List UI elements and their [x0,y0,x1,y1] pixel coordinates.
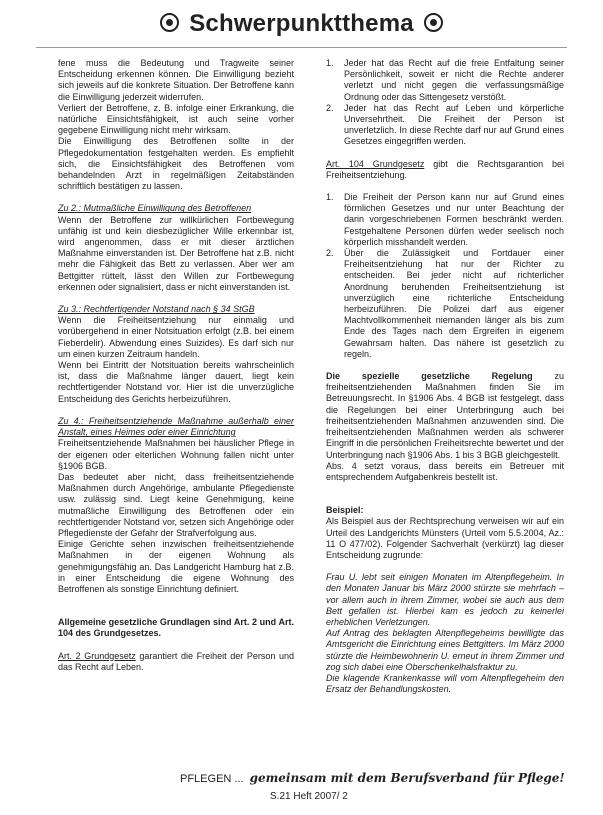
slogan: gemeinsam mit dem Berufsverband für Pflege! [249,771,565,785]
page-number: S.21 Heft 2007/ 2 [270,791,348,802]
article-104-list [326,192,564,360]
section-title: Schwerpunktthema [189,10,414,37]
paragraph: Verliert der Betroffene, z. B. infolge einer Erkrankung, die natürliche Einsichtsfähigkeit, ist auch seine vorher gegebene Einwilligung nicht mehr wirksam. [58,102,294,136]
header-divider [36,47,567,48]
list-item: 2. Über die Zulässigkeit und Fortdauer einer Freiheitsentziehung hat nur der Richter zu entscheiden. Bei jeder nicht auf richterlicher Anordnung beruhenden Freiheitsentziehung ist unverzüglich eine richterliche Entscheidung herbeizuführen. Die Polizei darf aus eigener Machtvollkommenheit niemanden länger als bis zum Ende des Tages nach dem Ergreifen in eigenem Gewahrsam halten. Das nähere ist gesetzlich zu regeln. [326,248,564,359]
brand-label: PFLEGEN ... [180,773,244,785]
paragraph: Als Beispiel aus der Rechtsprechung verweisen wir auf ein Urteil des Landgerichts Münsters (Urteil vom 5.5.2004, Az.: 11 O 477/02). Folgender Sachverhalt (verkürzt) lag dieser Entscheidung zugrunde: [326,516,564,560]
subheading: Zu 2.: Mutmaßliche Einwilligung des Betroffenen [58,203,252,214]
law-reference: Art. 104 Grundgesetz [326,158,425,169]
list-item: 1. Jeder hat das Recht auf die freie Entfaltung seiner Persönlichkeit, soweit er nicht die Rechte anderer verletzt und nicht gegen die verfassungsmäßige Ordnung oder das Sittengesetz verstößt. [326,58,564,102]
target-icon [424,13,443,32]
section-heading: Allgemeine gesetzliche Grundlagen sind Art. 2 und Art. 104 des Grundgesetzes. [58,617,294,639]
paragraph: Abs. 4 setzt voraus, dass bereits ein Betreuer mit entsprechendem Aufgabenkreis bestellt ist. [326,460,564,482]
paragraph: Freiheitsentziehende Maßnahmen bei häuslicher Pflege in der eigenen oder elterlichen Wohnung fallen nicht unter §1906 BGB. [58,438,294,471]
paragraph: Wenn bei Eintritt der Notsituation bereits wahrscheinlich ist, dass die Maßnahme länger dauert, liegt kein rechtfertigender Notstand vor. Hier ist die unverzügliche Entscheidung des Gerichts herbeizuführen. [58,360,294,404]
paragraph: Wenn die Freiheitsentziehung nur einmalig und vorübergehend in einer Notsituation erfolgt (z.B. bei einem Fieberdelir). Abwendung eines Suizides). Es darf sich nur um einen kurzen Zeitraum handeln. [58,315,294,359]
subheading: Zu 3.: Rechtfertigender Notstand nach § 34 StGB [58,304,255,315]
paragraph: Die Einwilligung des Betroffenen sollte in der Pflegedokumentation festgehalten werden. Es empfiehlt sich, die Einsichtsfähigkeit des Betroffenen vom behandelnden Arzt in regelmäßigen Zeitabständen schriftlich bestätigen zu lassen. [58,136,294,192]
paragraph: Das bedeutet aber nicht, dass freiheitsentziehende Maßnahmen durch Angehörige, ambulante Pflegedienste usw. zulässig sind. Liegt keine Genehmigung, keine mutmaßliche Einwilligung des Betroffenen oder ein rechtfertigender Notstand vor, setzen sich Angehörige oder Pflegedienste der Gefahr der Strafverfolgung aus. [58,471,294,538]
target-icon [160,13,179,32]
case-quote: Frau U. lebt seit einigen Monaten im Altenpflegeheim. In den Monaten Januar bis März 2000 stürzte sie mehrfach – vor allem auch in ihrem Zimmer, wobei sie auch aus dem Bett gefallen ist. Hierbei kam es jedoch zu keinerlei erheblichen Verletzungen. [326,572,564,627]
case-quote: Die klagende Krankenkasse will vom Altenpflegeheim den Ersatz der Behandlungskosten. [326,672,564,695]
law-reference: Art. 2 Grundgesetz [58,650,136,661]
article-2-list [326,58,564,148]
emphasis: Die spezielle gesetzliche Regelung [326,371,533,382]
subheading: Zu 4.: Freiheitsentziehende Maßnahme außerhalb einer Anstalt, eines Heimes oder einer Einrichtung [58,415,294,438]
paragraph: fene muss die Bedeutung und Tragweite seiner Entscheidung erkennen können. Die Einwilligung bezieht sich jeweils auf die konkrete Situation. Der Betroffene kann die Einwilligung jederzeit widerrufen. [58,58,294,102]
list-item: 1. Die Freiheit der Person kann nur auf Grund eines förmlichen Gesetzes und nur unter Beachtung der darin vorgeschriebenen Formen beschränkt werden. Festgehaltene Personen dürfen weder seelisch noch körperlich misshandelt werden. [326,192,564,247]
page-header [0,0,603,52]
paragraph: Art. 104 Grundgesetz gibt die Rechtsgarantion bei Freiheitsentziehung. [326,158,564,180]
paragraph: Die spezielle gesetzliche Regelung zu freiheitsentziehenden Maßnahmen finden Sie im Betreuungsrecht. In §1906 Abs. 4 BGB ist festgelegt, dass die Regelungen bei einer Unterbringung auch bei freiheitsentziehenden Maßnahmen anzuwenden sind. Die freiheitsentziehenden Maßnahmen werden als schwerer Eingriff in die persönlichen Freiheitsrechte bewertet und der Unterbringung nach §1906 Abs. 1 bis 3 BGB gleichgestellt. [326,371,564,460]
header-title-row [0,10,603,38]
left-column [58,58,294,673]
paragraph: Einige Gerichte sehen inzwischen freiheitsentziehende Maßnahmen in der eigenen Wohnung als genehmigungsfähig an. Das Landgericht Hamburg hat z.B. in einer Entscheidung die eigene Wohnung des Betroffenen als sonstige Einrichtung definiert. [58,539,294,594]
paragraph: Wenn der Betroffene zur willkürlichen Fortbewegung unfähig ist und kein diesbezüglicher Wille erkennbar ist, wird angenommen, dass er mit dieser ärztlichen Maßnahme einverstanden ist. Der Betroffene hat z.B. nicht mehr die Fähigkeit das Bett zu verlassen. Aber wer am Bettgitter rüttelt, lässt den Willen zur Fortbewegung erkennen oder signalisiert, dass er nicht einverstanden ist. [58,214,294,292]
paragraph-text: garantiert die Freiheit der Person und das Recht auf Leben. [58,650,294,672]
list-item: 2. Jeder hat das Recht auf Leben und körperliche Unversehrtheit. Die Freiheit der Person ist unverletzlich. In diese Rechte darf nur auf Grund eines Gesetzes eingegriffen werden. [326,102,564,147]
right-column [326,58,564,695]
case-quote: Auf Antrag des beklagten Altenpflegeheims bewilligte das Amtsgericht die Einrichtung eines Bettgitters. Im März 2000 stürzte die Heimbewohnerin U. erneut in ihrem Zimmer und zog sich dabei eine Oberschenkelhalsfraktur zu. [326,628,564,672]
footer-slogan-row [180,771,565,785]
section-heading: Beispiel: [326,505,364,516]
paragraph [58,651,294,673]
